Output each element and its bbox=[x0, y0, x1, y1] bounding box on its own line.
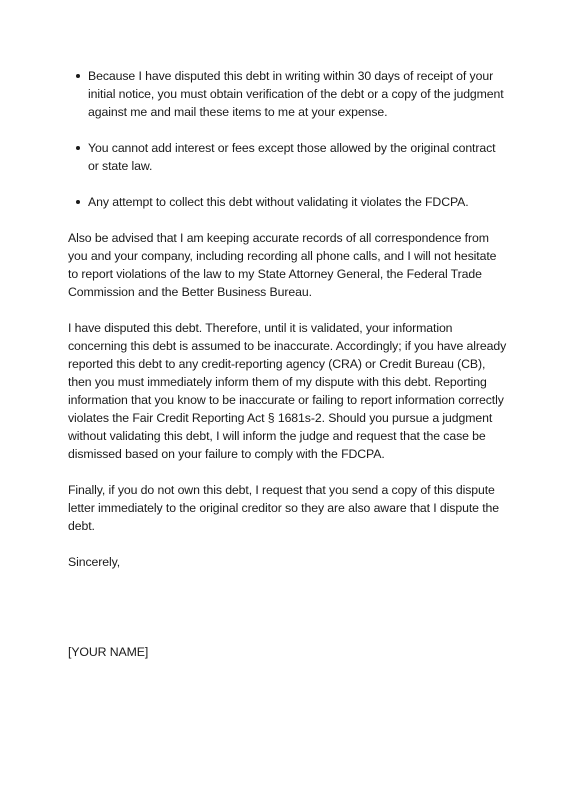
letter-body bbox=[68, 67, 508, 679]
bullet-text: You cannot add interest or fees except those allowed by the original contract or state law. bbox=[88, 141, 496, 173]
list-item bbox=[68, 139, 508, 175]
bullet-icon bbox=[76, 74, 80, 78]
bullet-list bbox=[68, 67, 508, 211]
signature-space bbox=[68, 589, 508, 643]
bullet-text: Any attempt to collect this debt without validating it violates the FDCPA. bbox=[88, 195, 469, 209]
bullet-icon bbox=[76, 146, 80, 150]
list-item bbox=[68, 67, 508, 121]
dispute-paragraph: I have disputed this debt. Therefore, until it is validated, your information concerning this debt is assumed to be inaccurate. Accordingly; if you have already reported this debt to any credit-reporting agency (CRA) or Credit Bureau (CB), then you must immediately inform them of my dispute with this debt. Reporting information that you know to be inaccurate or failing to report information correctly violates the Fair Credit Reporting Act § 1681s-2. Should you pursue a judgment without validating this debt, I will inform the judge and request that the case be dismissed based on your failure to comply with the FDCPA. bbox=[68, 321, 507, 461]
bullet-text: Because I have disputed this debt in writing within 30 days of receipt of your initial notice, you must obtain verification of the debt or a copy of the judgment against me and mail these items to me at your expense. bbox=[88, 69, 504, 119]
signature-name: [YOUR NAME] bbox=[68, 645, 149, 659]
list-item bbox=[68, 193, 508, 211]
records-paragraph: Also be advised that I am keeping accurate records of all correspondence from you and your company, including recording all phone calls, and I will not hesitate to report violations of the law to my State Attorney General, the Federal Trade Commission and the Better Business Bureau. bbox=[68, 231, 497, 299]
closing-line: Sincerely, bbox=[68, 555, 121, 569]
creditor-paragraph: Finally, if you do not own this debt, I request that you send a copy of this dispute letter immediately to the original creditor so they are also aware that I dispute the debt. bbox=[68, 483, 500, 533]
bullet-icon bbox=[76, 200, 80, 204]
